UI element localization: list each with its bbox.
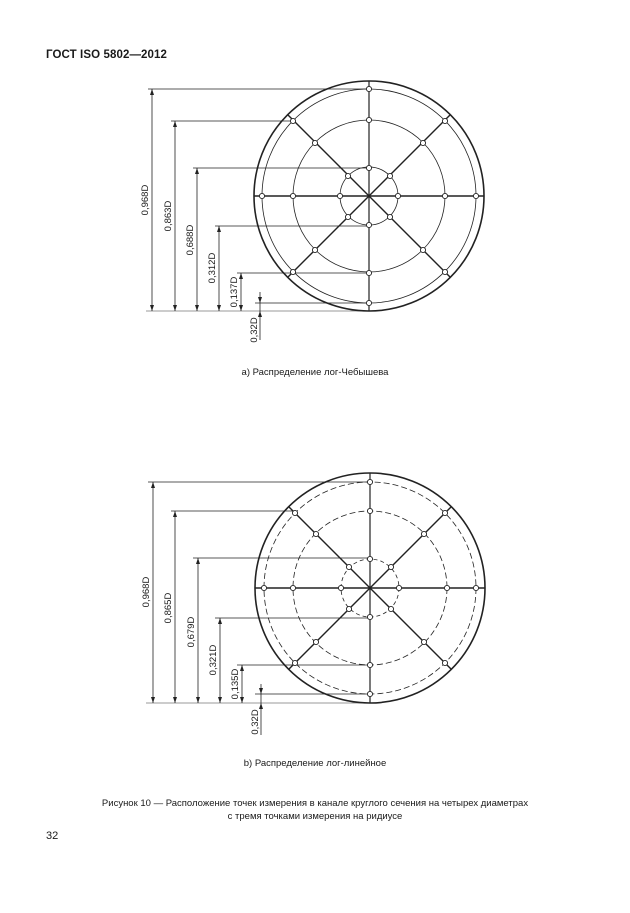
figure-caption-line-2: с тремя точками измерения на ридиусе: [227, 811, 403, 822]
dimension-label: 0,32D: [250, 709, 261, 735]
figure-a-caption: a) Распределение лог-Чебышева: [241, 367, 389, 378]
document-header: ГОСТ ISO 5802—2012: [46, 49, 168, 61]
dimension-label: 0,863D: [163, 200, 174, 232]
dimension-label: 0,679D: [186, 616, 197, 648]
dimension-label: 0,688D: [185, 224, 196, 256]
dimension-label: 0,135D: [230, 668, 241, 700]
dimension-label: 0,312D: [207, 252, 218, 284]
dimension-label: 0,321D: [208, 644, 219, 676]
dimension-label: 0,137D: [229, 276, 240, 308]
dimension-label: 0,968D: [140, 184, 151, 216]
dimension-label: 0,865D: [163, 592, 174, 624]
dimension-label: 0,32D: [249, 317, 260, 343]
dimension-label: 0,968D: [141, 576, 152, 608]
figure-b-caption: b) Распределение лог-линейное: [243, 758, 387, 769]
figure-caption-line-1: Рисунок 10 — Расположение точек измерения в канале круглого сечения на четырех диаметрах: [101, 798, 529, 809]
figure-caption: [60, 797, 570, 823]
page-number: 32: [46, 830, 59, 842]
